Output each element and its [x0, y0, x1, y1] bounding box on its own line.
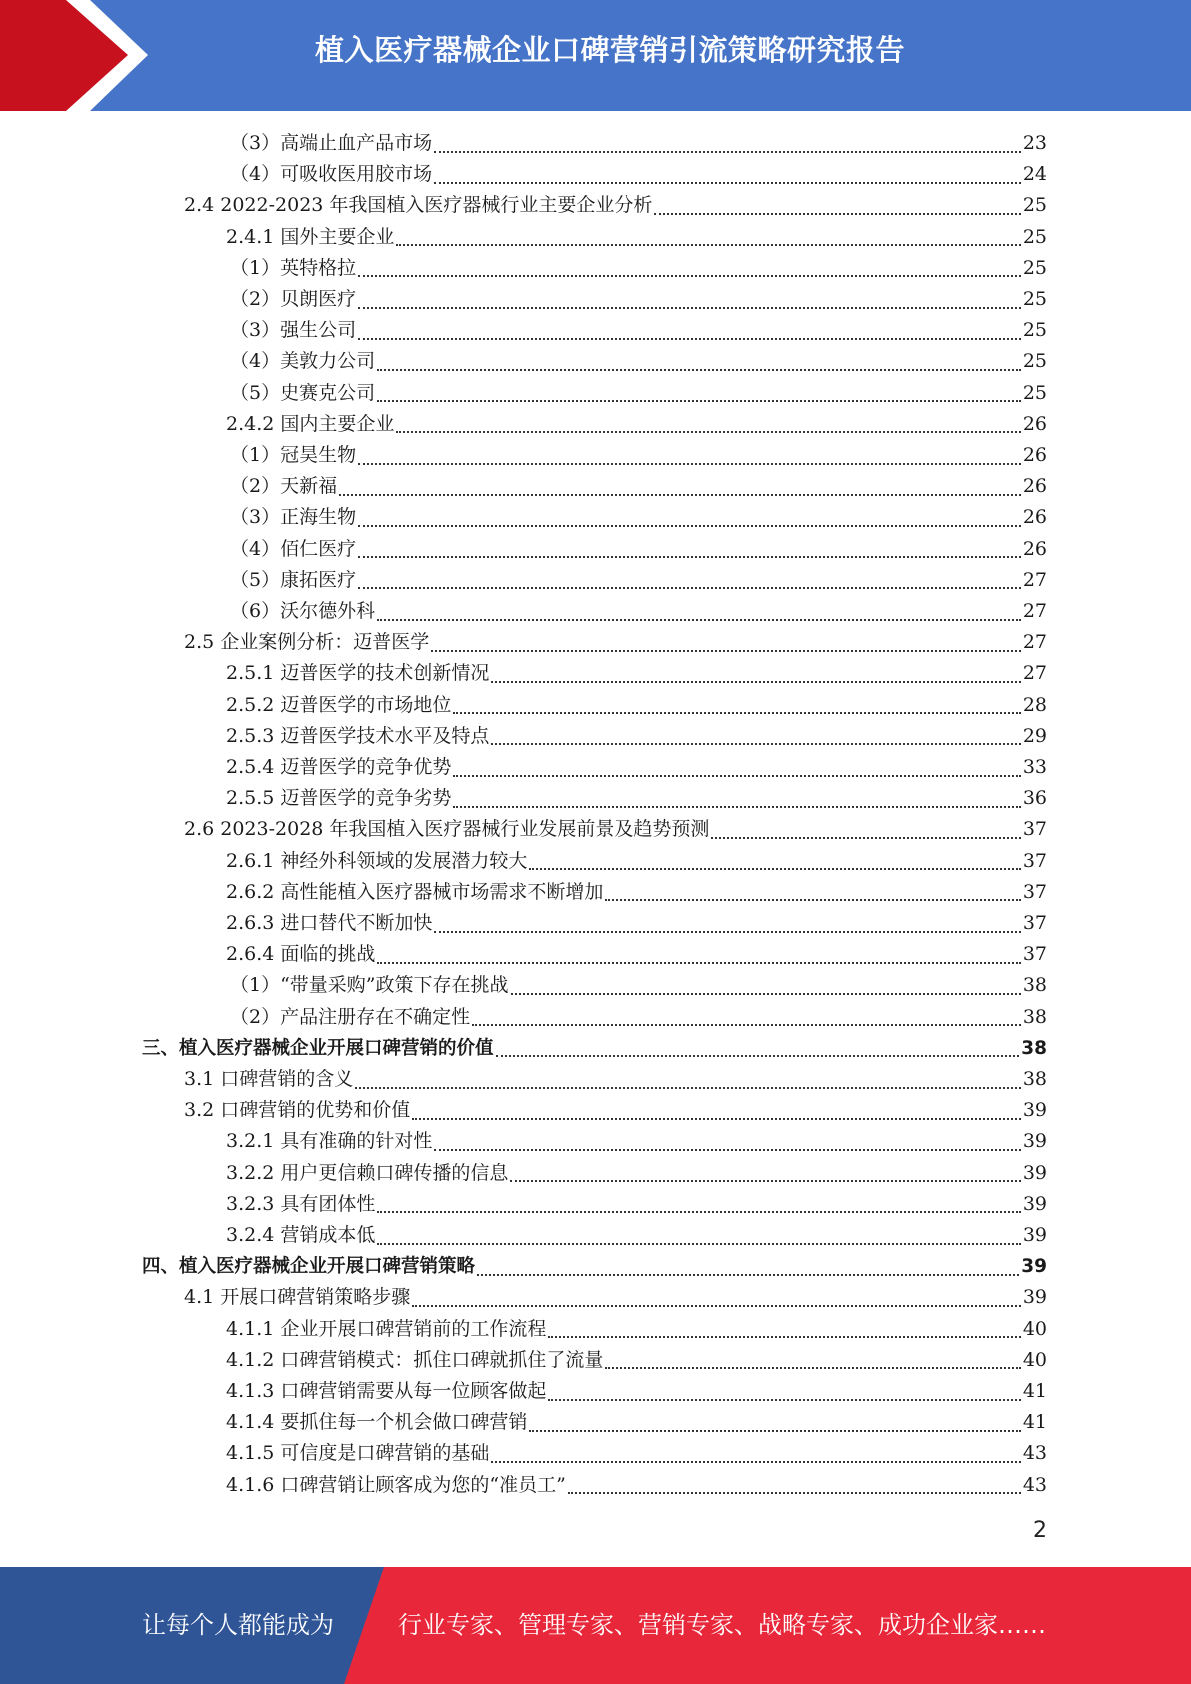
toc-entry[interactable] [230, 596, 1047, 627]
toc-entry-page: 39 [1022, 1161, 1047, 1184]
toc-leader-dots [396, 431, 1020, 433]
toc-entry[interactable] [226, 1345, 1047, 1376]
toc-leader-dots [491, 1461, 1020, 1463]
toc-entry-page: 41 [1022, 1411, 1047, 1434]
toc-entry-page: 25 [1022, 350, 1047, 373]
toc-entry[interactable] [230, 970, 1047, 1001]
toc-entry-page: 39 [1022, 1286, 1047, 1309]
toc-entry-page: 26 [1022, 444, 1047, 466]
toc-entry[interactable] [184, 1095, 1047, 1126]
toc-entry[interactable] [226, 690, 1047, 721]
page-header [0, 0, 1191, 111]
toc-entry-label: 2.5.4 迈普医学的竞争优势 [226, 756, 452, 778]
toc-entry-label: （3）强生公司 [230, 319, 357, 342]
toc-entry[interactable] [230, 565, 1047, 596]
toc-entry[interactable] [226, 783, 1047, 814]
toc-entry-page: 27 [1022, 568, 1047, 591]
toc-entry-page: 37 [1022, 880, 1047, 903]
toc-entry-label: （4）美敦力公司 [230, 350, 376, 373]
toc-entry-label: 2.6.3 进口替代不断加快 [226, 912, 433, 934]
toc-entry-page: 37 [1022, 943, 1047, 966]
toc-leader-dots [453, 775, 1020, 777]
toc-entry-page: 25 [1022, 194, 1047, 217]
toc-entry[interactable] [226, 409, 1047, 440]
toc-entry[interactable] [230, 159, 1047, 190]
toc-entry[interactable] [184, 814, 1047, 845]
toc-leader-dots [605, 899, 1020, 901]
toc-entry[interactable] [230, 440, 1047, 471]
page-number: 2 [1033, 1518, 1047, 1543]
page-footer [0, 1567, 1191, 1684]
toc-entry[interactable] [142, 1033, 1047, 1064]
toc-leader-dots [510, 1180, 1020, 1182]
toc-entry[interactable] [226, 752, 1047, 783]
toc-leader-dots [358, 525, 1021, 527]
toc-leader-dots [434, 151, 1021, 153]
toc-entry-label: （2）天新福 [230, 475, 338, 498]
toc-entry-page: 25 [1022, 288, 1047, 310]
toc-entry[interactable] [226, 877, 1047, 908]
toc-entry-page: 38 [1021, 1037, 1047, 1059]
toc-entry-label: （4）可吸收医用胶市场 [230, 163, 433, 186]
toc-leader-dots [396, 244, 1020, 246]
toc-leader-dots [453, 712, 1020, 714]
toc-entry-page: 37 [1022, 912, 1047, 934]
toc-entry-label: 2.5.1 迈普医学的技术创新情况 [226, 662, 490, 685]
toc-leader-dots [412, 1118, 1021, 1120]
toc-leader-dots [377, 400, 1021, 402]
toc-leader-dots [358, 338, 1021, 340]
toc-entry-label: 2.6.4 面临的挑战 [226, 943, 376, 966]
toc-entry-label: 4.1.3 口碑营销需要从每一位顾客做起 [226, 1380, 547, 1402]
toc-entry-page: 27 [1022, 600, 1047, 622]
toc-entry-label: 4.1.5 可信度是口碑营销的基础 [226, 1442, 490, 1465]
toc-entry-page: 23 [1022, 132, 1047, 154]
toc-entry[interactable] [230, 378, 1047, 409]
document-title: 植入医疗器械企业口碑营销引流策略研究报告 [314, 33, 905, 67]
toc-entry-page: 29 [1022, 724, 1047, 747]
toc-entry-label: （5）康拓医疗 [230, 568, 357, 591]
toc-entry-page: 40 [1022, 1348, 1047, 1371]
toc-entry-label: 3.2.2 用户更信赖口碑传播的信息 [226, 1161, 509, 1184]
toc-leader-dots [412, 1305, 1021, 1307]
toc-entry-page: 39 [1022, 1099, 1047, 1122]
toc-entry-page: 36 [1022, 787, 1047, 810]
toc-leader-dots [355, 1087, 1021, 1089]
toc-leader-dots [358, 556, 1021, 558]
toc-entry[interactable] [230, 253, 1047, 284]
toc-leader-dots [358, 275, 1021, 277]
toc-entry-page: 28 [1022, 693, 1047, 716]
toc-leader-dots [453, 806, 1020, 808]
toc-entry-page: 26 [1022, 475, 1047, 498]
toc-entry-label: 2.4.1 国外主要企业 [226, 225, 395, 248]
toc-entry-label: 3.2.4 营销成本低 [226, 1224, 376, 1246]
toc-entry-label: 2.6.2 高性能植入医疗器械市场需求不断增加 [226, 880, 604, 903]
toc-entry-page: 40 [1022, 1317, 1047, 1340]
toc-entry[interactable] [184, 1064, 1047, 1095]
toc-entry-page: 33 [1022, 756, 1047, 778]
toc-entry-page: 39 [1022, 1130, 1047, 1153]
toc-entry-label: 4.1.6 口碑营销让顾客成为您的“准员工” [226, 1473, 566, 1496]
toc-entry-label: 2.4 2022-2023 年我国植入医疗器械行业主要企业分析 [184, 194, 653, 217]
toc-entry-label: 3.1 口碑营销的含义 [184, 1068, 354, 1090]
toc-entry-label: （6）沃尔德外科 [230, 600, 376, 622]
toc-leader-dots [377, 1211, 1020, 1213]
footer-slogan-right: 行业专家、管理专家、营销专家、战略专家、成功企业家…… [398, 1611, 1046, 1639]
toc-entry[interactable] [230, 284, 1047, 315]
toc-entry[interactable] [226, 1407, 1047, 1438]
toc-entry-page: 27 [1022, 662, 1047, 685]
toc-entry-label: 四、植入医疗器械企业开展口碑营销策略 [142, 1256, 476, 1278]
toc-entry-page: 38 [1022, 1068, 1047, 1090]
toc-entry-label: 4.1.4 要抓住每一个机会做口碑营销 [226, 1411, 528, 1434]
toc-leader-dots [358, 463, 1021, 465]
toc-entry[interactable] [230, 128, 1047, 159]
toc-entry[interactable] [230, 315, 1047, 346]
toc-leader-dots [377, 619, 1021, 621]
toc-entry-page: 39 [1022, 1192, 1047, 1215]
toc-leader-dots [339, 494, 1021, 496]
toc-entry-label: （4）佰仁医疗 [230, 537, 357, 560]
toc-entry[interactable] [226, 846, 1047, 877]
toc-entry-page: 27 [1022, 631, 1047, 654]
toc-entry-page: 26 [1022, 506, 1047, 529]
toc-leader-dots [477, 1274, 1019, 1276]
toc-entry-label: （2）贝朗医疗 [230, 288, 357, 310]
toc-entry-label: （1）冠昊生物 [230, 444, 357, 466]
toc-entry[interactable] [230, 471, 1047, 502]
toc-leader-dots [377, 369, 1021, 371]
toc-entry-label: 4.1.2 口碑营销模式：抓住口碑就抓住了流量 [226, 1348, 604, 1371]
toc-entry-page: 41 [1022, 1380, 1047, 1402]
toc-leader-dots [377, 1243, 1020, 1245]
toc-leader-dots [654, 213, 1020, 215]
toc-entry-page: 43 [1022, 1442, 1047, 1465]
toc-leader-dots [434, 1149, 1020, 1151]
toc-entry-label: 3.2.1 具有准确的针对性 [226, 1130, 433, 1153]
toc-leader-dots [491, 743, 1020, 745]
toc-entry-page: 25 [1022, 319, 1047, 342]
toc-entry-label: 4.1 开展口碑营销策略步骤 [184, 1286, 411, 1309]
toc-entry-label: （2）产品注册存在不确定性 [230, 1005, 471, 1028]
toc-entry-page: 43 [1022, 1473, 1047, 1496]
toc-leader-dots [377, 962, 1020, 964]
toc-entry-page: 25 [1022, 256, 1047, 279]
toc-entry-page: 26 [1022, 412, 1047, 435]
toc-leader-dots [434, 931, 1020, 933]
toc-entry[interactable] [226, 939, 1047, 970]
toc-entry-page: 25 [1022, 381, 1047, 404]
toc-leader-dots [568, 1492, 1021, 1494]
toc-entry[interactable] [230, 346, 1047, 377]
toc-entry-label: 2.4.2 国内主要企业 [226, 412, 395, 435]
toc-entry[interactable] [226, 1220, 1047, 1251]
toc-leader-dots [529, 1430, 1020, 1432]
toc-entry[interactable] [226, 1126, 1047, 1157]
toc-entry-label: 三、植入医疗器械企业开展口碑营销的价值 [142, 1037, 494, 1059]
toc-entry-label: 3.2 口碑营销的优势和价值 [184, 1099, 411, 1122]
toc-leader-dots [548, 1399, 1020, 1401]
toc-entry[interactable] [230, 502, 1047, 533]
toc-entry-page: 24 [1022, 163, 1047, 186]
toc-leader-dots [496, 1055, 1020, 1057]
toc-entry[interactable] [226, 1189, 1047, 1220]
toc-entry[interactable] [226, 908, 1047, 939]
toc-entry-label: （5）史赛克公司 [230, 381, 376, 404]
toc-entry[interactable] [226, 1438, 1047, 1469]
toc-entry[interactable] [184, 627, 1047, 658]
toc-entry[interactable] [226, 721, 1047, 752]
toc-leader-dots [605, 1367, 1020, 1369]
toc-entry-label: 2.5.3 迈普医学技术水平及特点 [226, 724, 490, 747]
toc-entry-page: 38 [1022, 974, 1047, 997]
toc-entry[interactable] [226, 222, 1047, 253]
toc-entry-page: 37 [1022, 849, 1047, 872]
toc-entry-page: 26 [1022, 537, 1047, 560]
toc-leader-dots [434, 182, 1021, 184]
toc-entry-label: 2.5.2 迈普医学的市场地位 [226, 693, 452, 716]
toc-entry[interactable] [184, 190, 1047, 221]
toc-entry-label: 2.5 企业案例分析：迈普医学 [184, 631, 430, 654]
toc-leader-dots [548, 1336, 1020, 1338]
toc-entry-page: 25 [1022, 225, 1047, 248]
toc-entry[interactable] [226, 658, 1047, 689]
toc-entry[interactable] [184, 1282, 1047, 1313]
toc-leader-dots [472, 1024, 1021, 1026]
toc-entry-page: 38 [1022, 1005, 1047, 1028]
toc-entry-label: 2.5.5 迈普医学的竞争劣势 [226, 787, 452, 810]
toc-entry[interactable] [226, 1376, 1047, 1407]
footer-slogan-left: 让每个人都能成为 [142, 1611, 334, 1639]
toc-leader-dots [511, 993, 1021, 995]
toc-leader-dots [711, 837, 1020, 839]
toc-leader-dots [491, 681, 1020, 683]
toc-leader-dots [529, 868, 1020, 870]
toc-entry[interactable] [230, 1002, 1047, 1033]
toc-entry-label: 3.2.3 具有团体性 [226, 1192, 376, 1215]
toc-leader-dots [358, 307, 1021, 309]
toc-leader-dots [431, 650, 1021, 652]
toc-entry-label: 2.6.1 神经外科领域的发展潜力较大 [226, 849, 528, 872]
toc-entry-label: （3）正海生物 [230, 506, 357, 529]
toc-entry-page: 39 [1021, 1256, 1047, 1278]
toc-entry[interactable] [142, 1251, 1047, 1282]
toc-entry[interactable] [226, 1158, 1047, 1189]
toc-entry-label: （1）英特格拉 [230, 256, 357, 279]
toc-entry-label: （1）“带量采购”政策下存在挑战 [230, 974, 509, 997]
toc-entry[interactable] [226, 1314, 1047, 1345]
toc-entry[interactable] [226, 1470, 1047, 1501]
toc-entry-label: 2.6 2023-2028 年我国植入医疗器械行业发展前景及趋势预测 [184, 818, 710, 841]
toc-entry-label: 4.1.1 企业开展口碑营销前的工作流程 [226, 1317, 547, 1340]
toc-entry-label: （3）高端止血产品市场 [230, 132, 433, 154]
toc-leader-dots [358, 587, 1021, 589]
toc-entry[interactable] [230, 534, 1047, 565]
toc-entry-page: 39 [1022, 1224, 1047, 1246]
toc-entry-page: 37 [1022, 818, 1047, 841]
